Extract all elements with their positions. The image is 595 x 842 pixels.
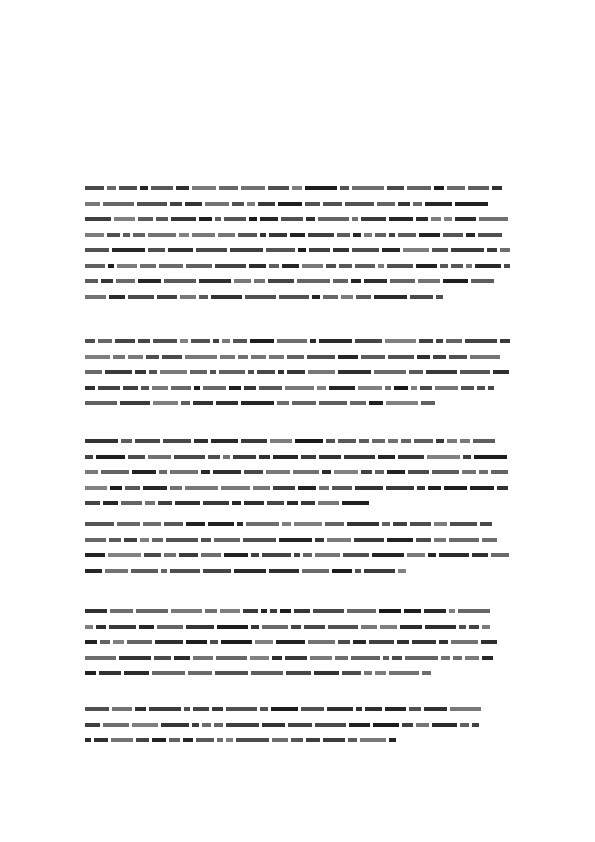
header-line-3 [85,157,405,163]
paragraph-2-line [85,370,509,374]
paragraph-5-line [85,625,490,629]
paragraph-6-line [85,707,481,711]
paragraph-2-line [85,355,500,359]
paragraph-5-line [85,640,497,644]
paragraph-4-line [85,553,509,557]
paragraph-3-line [85,470,508,474]
paragraph-2-line [85,339,510,343]
paragraph-4-line [85,569,406,573]
paragraph-2-line [85,386,494,390]
paragraph-1-line [85,295,443,299]
paragraph-1-line [85,217,508,221]
paragraph-6-line [85,738,396,742]
paragraph-3-line [85,486,508,490]
paragraph-3-line [85,439,495,443]
paragraph-1-line [85,279,494,283]
paragraph-6-line [85,723,479,727]
paragraph-3-line [85,455,507,459]
paragraph-1-line [85,248,510,252]
paragraph-1-line [85,186,502,190]
paragraph-5-line [85,671,431,675]
header-line-2 [85,128,300,134]
paragraph-1-line [85,264,510,268]
paragraph-1-line [85,233,502,237]
header-line-1 [85,101,270,107]
paragraph-3-line [85,501,369,505]
paragraph-4-line [85,538,497,542]
paragraph-1-line [85,202,488,206]
paragraph-5-line [85,656,493,660]
paragraph-2-line [85,401,435,405]
paragraph-5-line [85,609,490,613]
paragraph-4-line [85,522,492,526]
